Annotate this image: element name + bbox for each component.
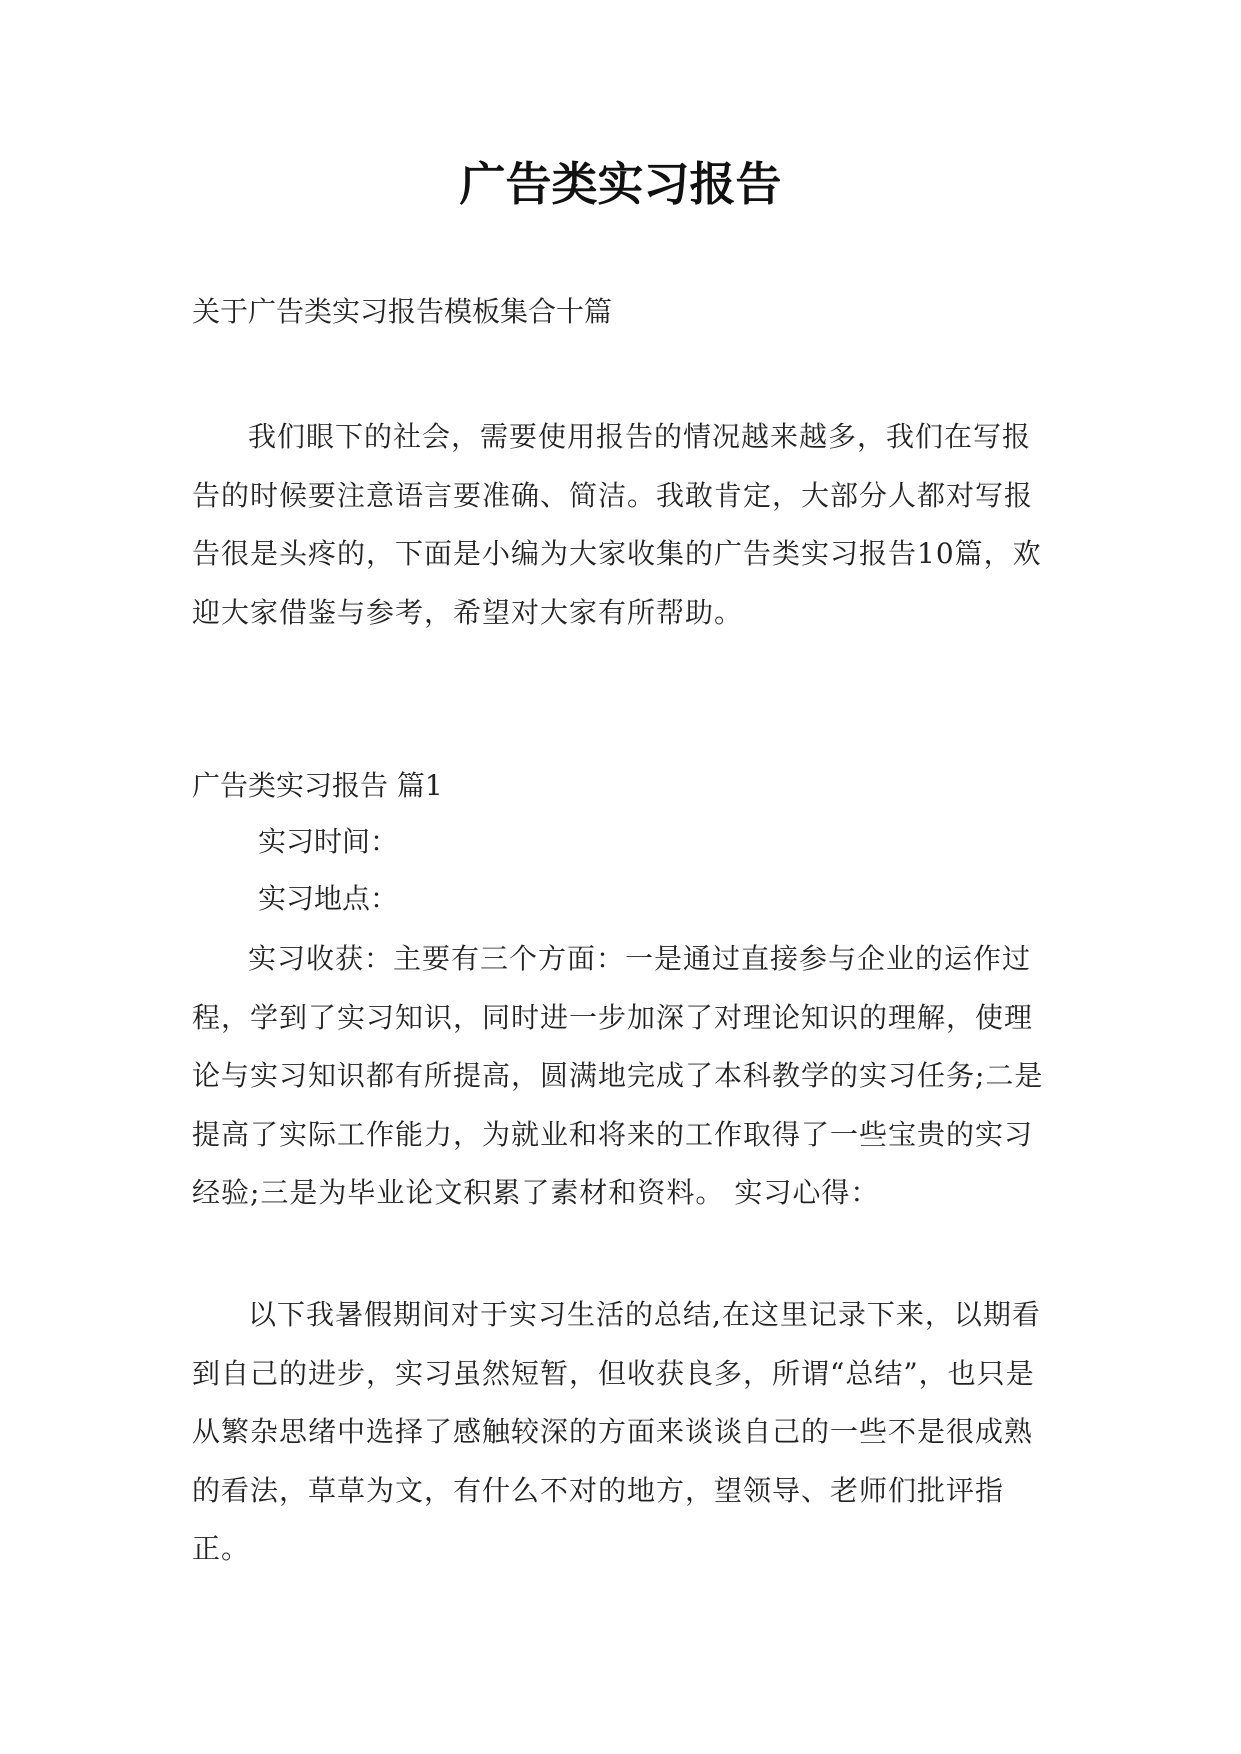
summary-paragraph: 以下我暑假期间对于实习生活的总结,在这里记录下来，以期看到自己的进步，实习虽然短暂，但收获良多，所谓“总结”，也只是从繁杂思绪中选择了感触较深的方面来谈谈自己的一些不是很成熟的看法，草草为文，有什么不对的地方，望领导、老师们批评指正。 xyxy=(192,1298,1041,1565)
document-subtitle: 关于广告类实习报告模板集合十篇 xyxy=(192,295,613,328)
internship-place-line: 实习地点： xyxy=(258,882,399,915)
document-title: 广告类实习报告 xyxy=(459,157,782,211)
harvest-paragraph: 实习收获：主要有三个方面：一是通过直接参与企业的运作过程，学到了实习知识，同时进一步加深了对理论知识的理解，使理论与实习知识都有所提高，圆满地完成了本科教学的实习任务;二是提高了实际工作能力，为就业和将来的工作取得了一些宝贵的实习经验;三是为毕业论文积累了素材和资料。 实习心得： xyxy=(192,942,1044,1209)
internship-time-line: 实习时间： xyxy=(258,825,399,858)
intro-paragraph: 我们眼下的社会，需要使用报告的情况越来越多，我们在写报告的时候要注意语言要准确、简洁。我敢肯定，大部分人都对写报告很是头疼的，下面是小编为大家收集的广告类实习报告10篇，欢迎大家借鉴与参考，希望对大家有所帮助。 xyxy=(192,420,1042,629)
section-heading: 广告类实习报告 篇1 xyxy=(192,769,443,802)
